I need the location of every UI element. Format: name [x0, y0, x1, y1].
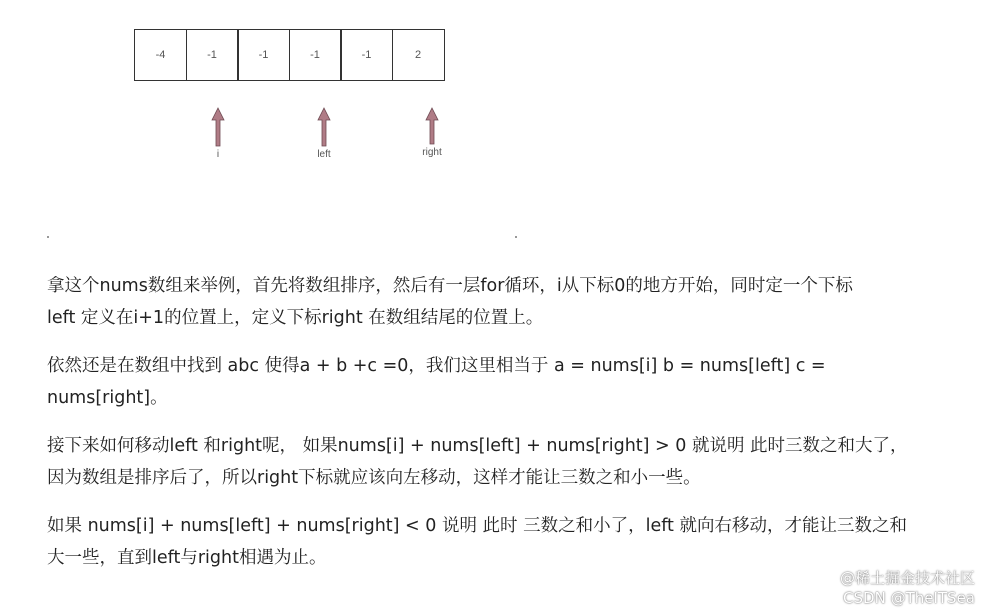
paragraph [47, 350, 967, 414]
up-arrow-icon [317, 107, 331, 147]
pointer-left-label: left [317, 149, 331, 160]
array-cell: 2 [392, 29, 445, 81]
paragraph-line: 依然还是在数组中找到 abc 使得a + b +c =0，我们这里相当于 a = nums[i] b = nums[left] c = [47, 356, 826, 376]
array-row [134, 29, 445, 81]
array-cell: -1 [237, 29, 290, 81]
array-cell: -1 [186, 29, 239, 81]
pointer-right-label: right [422, 147, 442, 158]
paragraph-line: 如果 nums[i] + nums[left] + nums[right] < 0 说明 此时 三数之和小了，left 就向右移动，才能让三数之和 [47, 516, 907, 536]
array-cell: -4 [134, 29, 187, 81]
array-cell: -1 [289, 29, 342, 81]
watermark-line: CSDN @TheITSea [843, 589, 975, 607]
up-arrow-icon [211, 107, 225, 147]
paragraph-line: 大一些，直到left与right相遇为止。 [47, 548, 327, 568]
array-cell: -1 [340, 29, 393, 81]
divider-dot [47, 236, 49, 238]
array-diagram [0, 0, 989, 240]
paragraph-line: 接下来如何移动left 和right呢， 如果nums[i] + nums[left] + nums[right] > 0 就说明 此时三数之和大了， [47, 436, 908, 456]
paragraph [47, 270, 967, 334]
watermark-line: @稀土掘金技术社区 [839, 569, 975, 587]
up-arrow-icon [425, 107, 439, 145]
watermark [840, 568, 975, 608]
paragraph-line: 拿这个nums数组来举例，首先将数组排序，然后有一层for循环，i从下标0的地方开始，同时定一个下标 [47, 276, 853, 296]
divider-dot [515, 236, 517, 238]
paragraph [47, 430, 967, 494]
pointer-left [304, 107, 344, 160]
paragraph [47, 510, 967, 574]
pointer-right [412, 107, 452, 158]
paragraph-line: nums[right]。 [47, 388, 168, 408]
article-body [47, 270, 967, 590]
pointer-i [198, 107, 238, 160]
paragraph-line: 因为数组是排序后了，所以right下标就应该向左移动，这样才能让三数之和小一些。 [47, 468, 701, 488]
paragraph-line: left 定义在i+1的位置上，定义下标right 在数组结尾的位置上。 [47, 308, 544, 328]
pointer-i-label: i [216, 149, 220, 160]
